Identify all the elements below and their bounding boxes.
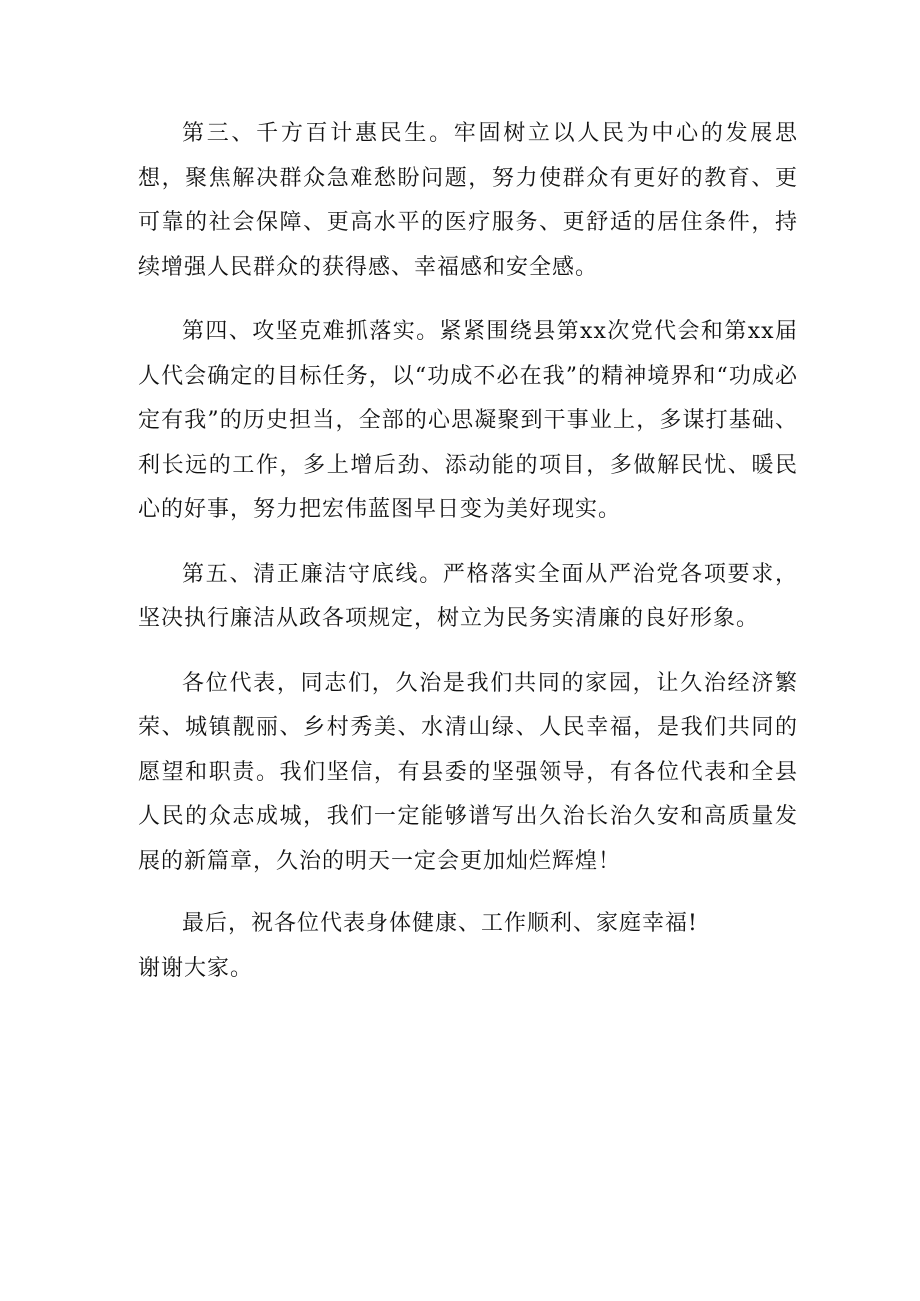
paragraph-fifth-point: 第五、清正廉洁守底线。严格落实全面从严治党各项要求，坚决执行廉洁从政各项规定，树立为民务实清廉的良好形象。 (138, 561, 798, 631)
paragraph-address-delegates: 各位代表，同志们，久治是我们共同的家园，让久治经济繁荣、城镇靓丽、乡村秀美、水清山绿、人民幸福，是我们共同的愿望和职责。我们坚信，有县委的坚强领导，有各位代表和全县人民的众志成城，我们一定能够谱写出久治长治久安和高质量发展的新篇章，久治的明天一定会更加灿烂辉煌！ (138, 670, 798, 874)
paragraph-closing-wishes: 最后，祝各位代表身体健康、工作顺利、家庭幸福! (182, 911, 698, 936)
paragraph-thanks: 谢谢大家。 (138, 955, 254, 981)
document-body (138, 112, 798, 991)
paragraph-third-point: 第三、千方百计惠民生。牢固树立以人民为中心的发展思想，聚焦解决群众急难愁盼问题，努力使群众有更好的教育、更可靠的社会保障、更高水平的医疗服务、更舒适的居住条件，持续增强人民群众的获得感、幸福感和安全感。 (138, 121, 798, 280)
paragraph-fourth-point: 第四、攻坚克难抓落实。紧紧围绕县第xx次党代会和第xx届人代会确定的目标任务，以“功成不必在我”的精神境界和“功成必定有我”的历史担当，全部的心思凝聚到干事业上，多谋打基础、利长远的工作，多上增后劲、添动能的项目，多做解民忧、暖民心的好事，努力把宏伟蓝图早日变为美好现实。 (138, 319, 798, 522)
